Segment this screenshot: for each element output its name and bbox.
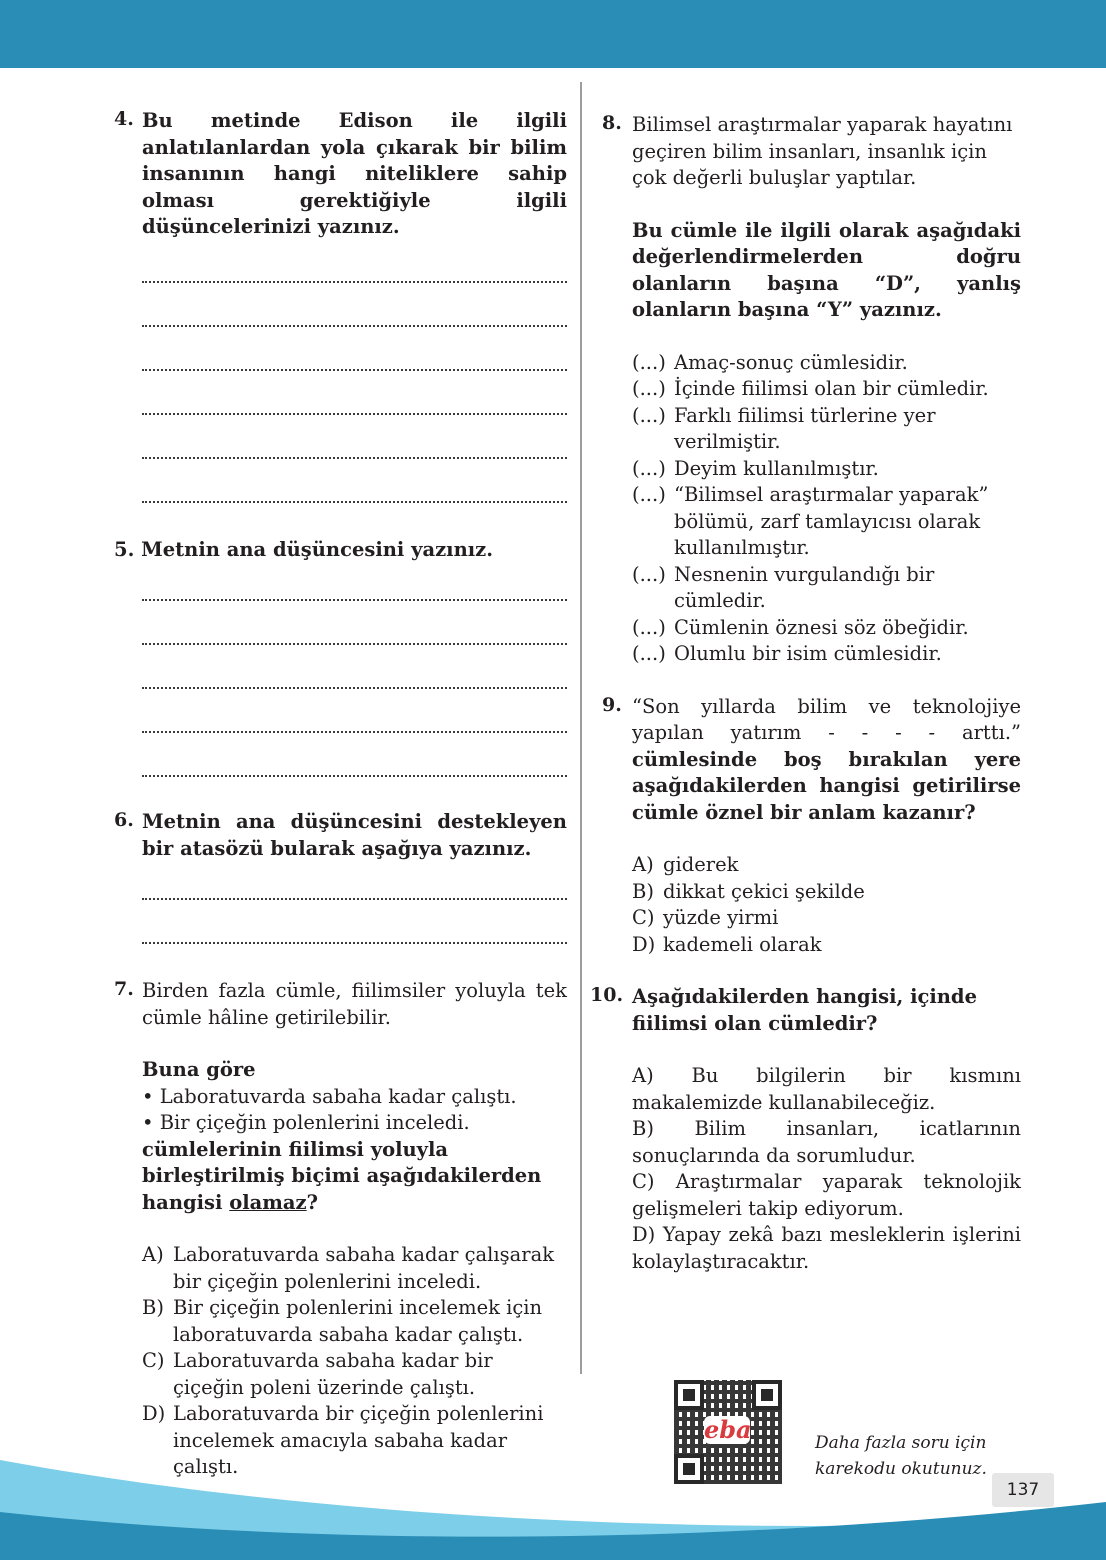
answer-option[interactable]: A) Laboratuvarda sabaha kadar çalışarak bir çiçeğin polenlerini inceledi. (142, 1243, 555, 1293)
column-divider (580, 82, 582, 1374)
answer-option[interactable]: C) Laboratuvarda sabaha kadar bir çiçeğin poleni üzerinde çalıştı. (142, 1349, 493, 1399)
answer-line[interactable] (142, 297, 567, 341)
true-false-item[interactable]: (...) Nesnenin vurgulandığı bir cümledir. (632, 562, 935, 612)
answer-line[interactable] (142, 914, 567, 958)
answer-line[interactable] (142, 473, 567, 517)
true-false-item[interactable]: (...) “Bilimsel araştırmalar yaparak” bölümü, zarf tamlayıcısı olarak kullanılmıştır. (632, 483, 989, 559)
answer-line[interactable] (142, 341, 567, 385)
emphasis-word: olamaz (229, 1190, 307, 1214)
question-7 (114, 978, 567, 1481)
question-9 (594, 694, 1021, 959)
question-10 (590, 984, 1021, 1275)
question-text: Metnin ana düşüncesini destekleyen bir atasözü bularak aşağıya yazınız. (142, 810, 567, 860)
true-false-item[interactable]: (...) Olumlu bir isim cümlesidir. (632, 641, 1021, 668)
question-instruction: Bu cümle ile ilgili olarak aşağıdaki değerlendirmelerden doğru olanların başına “D”, yanlış olanların başına “Y” yazınız. (632, 218, 1021, 321)
bullet-sentence: • Laboratuvarda sabaha kadar çalıştı. (142, 1084, 517, 1108)
question-sentence: Bilimsel araştırmalar yaparak hayatını geçiren bilim insanları, insanlık için çok değerli buluşlar yaptılar. (632, 113, 1013, 189)
question-number: 7. (114, 978, 134, 1000)
answer-options (632, 1063, 1021, 1275)
answer-option[interactable]: D) Yapay zekâ bazı mesleklerin işlerini kolaylaştıracaktır. (632, 1223, 1021, 1273)
answer-line[interactable] (142, 571, 567, 615)
answer-lines[interactable] (142, 870, 567, 958)
answer-line[interactable] (142, 429, 567, 473)
question-4 (114, 108, 567, 241)
answer-blank: (...) (632, 403, 666, 427)
answer-line[interactable] (142, 615, 567, 659)
true-false-items (632, 350, 1021, 668)
true-false-item[interactable]: (...) İçinde fiilimsi olan bir cümledir. (632, 376, 1021, 403)
answer-blank: (...) (632, 350, 666, 374)
answer-option[interactable]: B) dikkat çekici şekilde (632, 879, 865, 903)
question-intro: Birden fazla cümle, fiilimsiler yoluyla tek cümle hâline getirilebilir. (142, 979, 567, 1029)
answer-lines[interactable] (142, 571, 567, 791)
question-8 (594, 112, 1021, 668)
true-false-item[interactable]: (...) Cümlenin öznesi söz öbeğidir. (632, 615, 1021, 642)
answer-blank: (...) (632, 456, 666, 480)
answer-options (142, 1242, 567, 1481)
question-stem: Aşağıdakilerden hangisi, içinde fiilimsi olan cümledir? (632, 985, 977, 1035)
left-column (114, 108, 567, 1481)
eba-logo-icon: eba (704, 1415, 752, 1444)
answer-line[interactable] (142, 659, 567, 703)
true-false-item[interactable]: (...) Amaç-sonuç cümlesidir. (632, 350, 1021, 377)
question-stem: cümlelerinin fiilimsi yoluyla birleştirilmiş biçimi aşağıdakilerden hangisi olamaz? (142, 1137, 542, 1214)
qr-finder-pattern (674, 1380, 704, 1410)
answer-option[interactable]: D) kademeli olarak (632, 932, 822, 956)
answer-line[interactable] (142, 253, 567, 297)
question-number: 10. (590, 984, 624, 1006)
true-false-item[interactable]: (...) Farklı fiilimsi türlerine yer verilmiştir. (632, 403, 936, 453)
answer-blank: (...) (632, 483, 666, 506)
answer-option[interactable]: B) Bir çiçeğin polenlerini incelemek için laboratuvarda sabaha kadar çalıştı. (142, 1296, 543, 1346)
answer-option[interactable]: C) yüzde yirmi (632, 906, 779, 929)
bullet-sentence: • Bir çiçeğin polenlerini inceledi. (142, 1111, 470, 1134)
quoted-sentence: “Son yıllarda bilim ve teknolojiye yapılan yatırım - - - - arttı.” (632, 694, 1021, 744)
top-banner (0, 0, 1106, 68)
question-lead: Buna göre (142, 1058, 256, 1081)
question-number: 4. (114, 108, 134, 130)
true-false-item[interactable]: (...) Deyim kullanılmıştır. (632, 456, 1021, 483)
answer-option[interactable]: A) giderek (632, 853, 739, 876)
answer-option[interactable]: D) Laboratuvarda bir çiçeğin polenlerini incelemek amacıyla sabaha kadar çalıştı. (142, 1402, 544, 1478)
answer-option[interactable]: B) Bilim insanları, icatlarının sonuçlarında da sorumludur. (632, 1117, 1021, 1167)
question-text: Bu metinde Edison ile ilgili anlatılanlardan yola çıkarak bir bilim insanının hangi niteliklere sahip olması gerektiğiyle ilgili düşüncelerinizi yazınız. (142, 109, 567, 238)
answer-line[interactable] (142, 385, 567, 429)
answer-blank: (...) (632, 642, 666, 665)
answer-blank: (...) (632, 377, 666, 400)
answer-option[interactable]: C) Araştırmalar yaparak teknolojik gelişmeleri takip ediyorum. (632, 1170, 1021, 1220)
answer-option[interactable]: A) Bu bilgilerin bir kısmını makalemizde kullanabileceğiz. (632, 1064, 1021, 1114)
question-stem: cümlesinde boş bırakılan yere aşağıdakilerden hangisi getirilirse cümle öznel bir anlam kazanır? (632, 747, 1021, 824)
answer-options (632, 852, 1021, 958)
answer-line[interactable] (142, 703, 567, 747)
question-number: 8. (602, 112, 622, 134)
bottom-wave-decoration (0, 1460, 1106, 1560)
question-number: 6. (114, 809, 134, 831)
qr-finder-pattern (752, 1380, 782, 1410)
answer-blank: (...) (632, 562, 666, 586)
question-text: Metnin ana düşüncesini yazınız. (141, 537, 494, 561)
answer-line[interactable] (142, 747, 567, 791)
question-6 (114, 809, 567, 862)
answer-line[interactable] (142, 870, 567, 914)
page-number: 137 (992, 1473, 1054, 1507)
question-number: 5. (114, 537, 135, 561)
answer-lines[interactable] (142, 253, 567, 517)
answer-blank: (...) (632, 615, 666, 639)
question-5 (114, 537, 567, 564)
question-number: 9. (602, 693, 622, 716)
qr-note: Daha fazla soru için karekodu okutunuz. (815, 1433, 987, 1479)
right-column (590, 108, 1021, 1275)
